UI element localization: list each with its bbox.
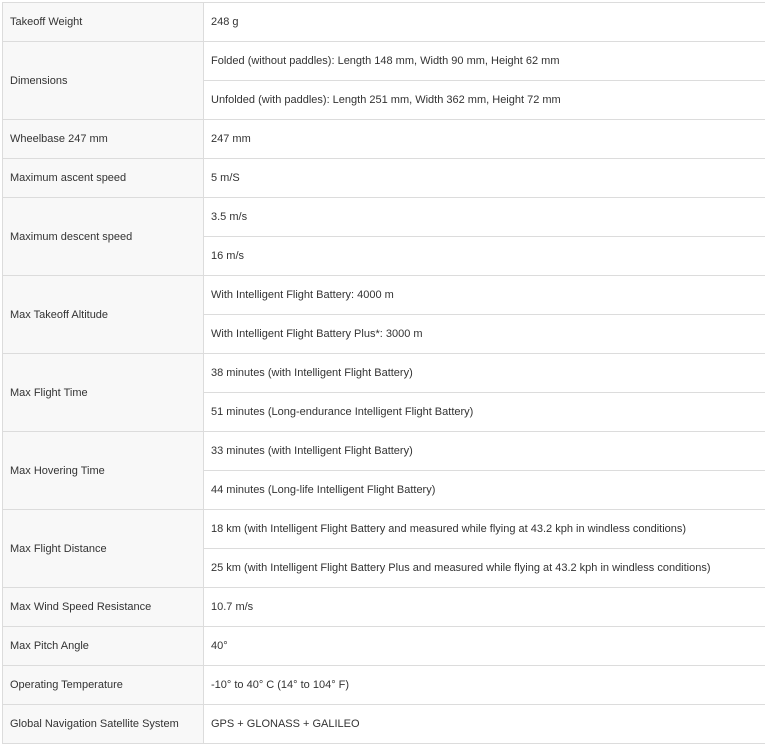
spec-value: 247 mm: [204, 120, 765, 159]
spec-value: 18 km (with Intelligent Flight Battery and measured while flying at 43.2 kph in windless conditions): [204, 510, 765, 549]
spec-label: Dimensions: [3, 42, 204, 120]
spec-row: [3, 432, 765, 471]
spec-label: Max Wind Speed Resistance: [3, 588, 204, 627]
spec-table-body: [3, 3, 765, 744]
spec-value: 38 minutes (with Intelligent Flight Battery): [204, 354, 765, 393]
spec-row: [3, 666, 765, 705]
spec-label: Wheelbase 247 mm: [3, 120, 204, 159]
spec-label: Max Pitch Angle: [3, 627, 204, 666]
spec-value: 33 minutes (with Intelligent Flight Battery): [204, 432, 765, 471]
spec-label: Maximum ascent speed: [3, 159, 204, 198]
spec-row: [3, 42, 765, 81]
spec-value: 16 m/s: [204, 237, 765, 276]
spec-value: GPS + GLONASS + GALILEO: [204, 705, 765, 744]
spec-label: Global Navigation Satellite System: [3, 705, 204, 744]
spec-value: 248 g: [204, 3, 765, 42]
spec-value: 3.5 m/s: [204, 198, 765, 237]
spec-row: [3, 198, 765, 237]
spec-value: 25 km (with Intelligent Flight Battery Plus and measured while flying at 43.2 kph in windless conditions): [204, 549, 765, 588]
spec-value: 40°: [204, 627, 765, 666]
spec-label: Maximum descent speed: [3, 198, 204, 276]
spec-label: Max Flight Distance: [3, 510, 204, 588]
spec-value: 51 minutes (Long-endurance Intelligent Flight Battery): [204, 393, 765, 432]
spec-label: Max Flight Time: [3, 354, 204, 432]
spec-row: [3, 276, 765, 315]
spec-value: Unfolded (with paddles): Length 251 mm, Width 362 mm, Height 72 mm: [204, 81, 765, 120]
spec-label: Max Hovering Time: [3, 432, 204, 510]
spec-row: [3, 627, 765, 666]
spec-label: Operating Temperature: [3, 666, 204, 705]
spec-row: [3, 510, 765, 549]
spec-value: With Intelligent Flight Battery Plus*: 3000 m: [204, 315, 765, 354]
spec-row: [3, 159, 765, 198]
spec-value: Folded (without paddles): Length 148 mm, Width 90 mm, Height 62 mm: [204, 42, 765, 81]
spec-value: With Intelligent Flight Battery: 4000 m: [204, 276, 765, 315]
spec-row: [3, 588, 765, 627]
spec-label: Max Takeoff Altitude: [3, 276, 204, 354]
spec-row: [3, 354, 765, 393]
spec-row: [3, 3, 765, 42]
spec-value: -10° to 40° C (14° to 104° F): [204, 666, 765, 705]
spec-value: 10.7 m/s: [204, 588, 765, 627]
spec-row: [3, 705, 765, 744]
spec-label: Takeoff Weight: [3, 3, 204, 42]
spec-row: [3, 120, 765, 159]
spec-value: 5 m/S: [204, 159, 765, 198]
spec-table: [2, 2, 765, 744]
spec-value: 44 minutes (Long-life Intelligent Flight Battery): [204, 471, 765, 510]
